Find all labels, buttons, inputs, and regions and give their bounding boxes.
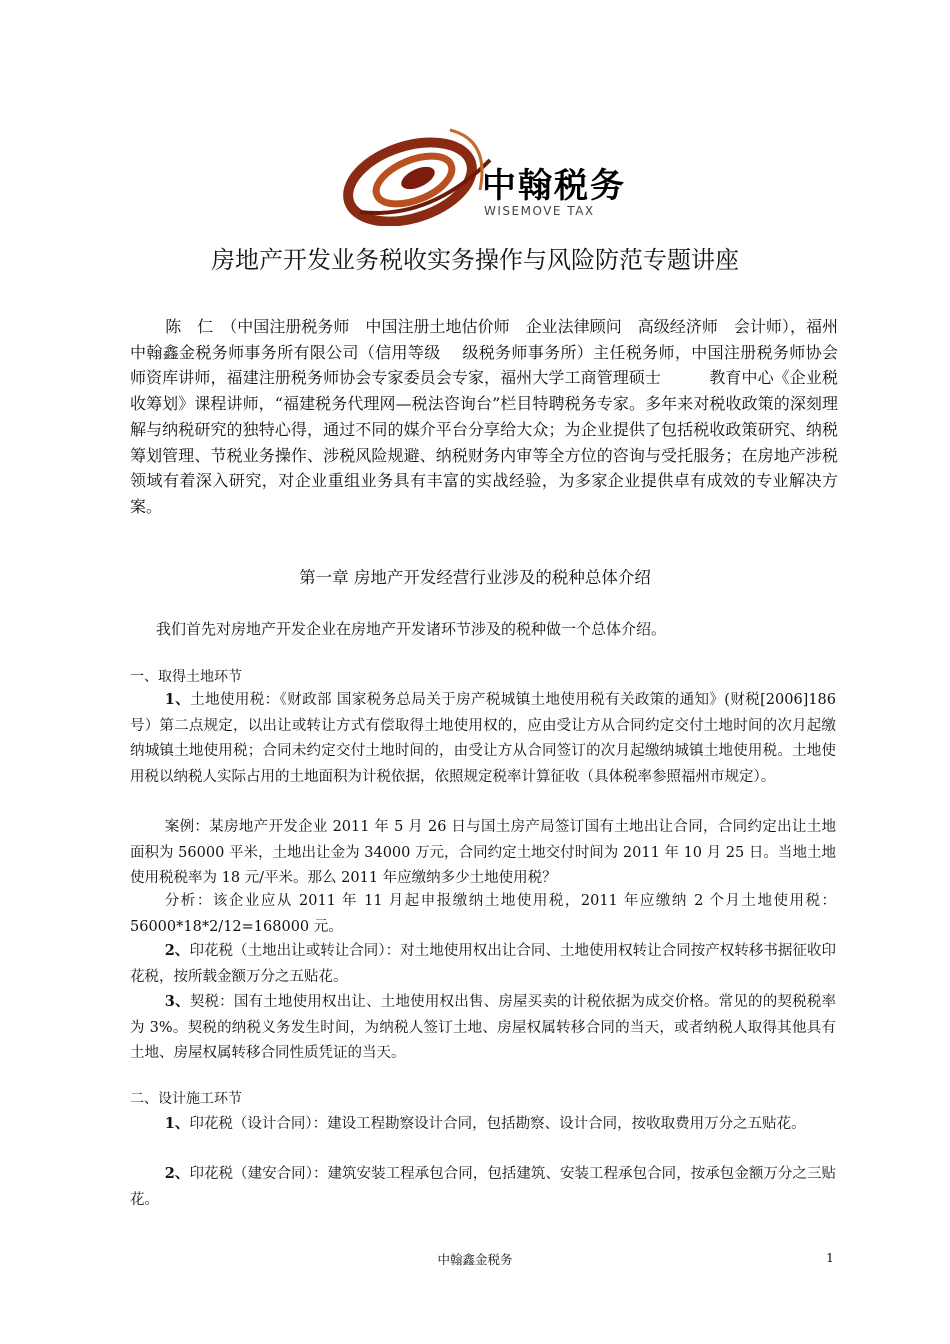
item-number: 1、 <box>164 691 191 708</box>
author-bio: 陈 仁 （中国注册税务师 中国注册土地估价师 企业法律顾问 高级经济师 会计师），福州中翰鑫金税务师事务所有限公司（信用等级 级税务师事务所）主任税务师，中国注册税务师协会师资库讲师，福建注册税务师协会专家委员会专家，福州大学工商管理硕士 教育中心《企业税收筹划》课程讲师，“福建税务代理网—税法咨询台”栏目特聘税务专家。多年来对税收政策的深刻理解与纳税研究的独特心得，通过不同的媒介平台分享给大众；为企业提供了包括税收政策研究、纳税筹划管理、节税业务操作、涉税风险规避、纳税财务内审等全方位的咨询与受托服务；在房地产涉税领域有着深入研究，对企业重组业务具有丰富的实战经验，为多家企业提供卓有成效的专业解决方案。 <box>130 317 838 516</box>
document-title: 房地产开发业务税收实务操作与风险防范专题讲座 <box>211 246 739 274</box>
item-text: 印花税（土地出让或转让合同）：对土地使用权出让合同、土地使用权转让合同按产权转移书据征收印花税，按所载金额万分之五贴花。 <box>130 943 836 985</box>
footer-company: 中翰鑫金税务 <box>437 1252 513 1267</box>
page-number: 1 <box>826 1250 834 1265</box>
stamp-tax-land-paragraph <box>130 938 836 990</box>
item-number: 1、 <box>164 1115 190 1132</box>
item-text: 契税：国有土地使用权出让、土地使用权出售、房屋买卖的计税依据为成交价格。常见的的契税税率为 3%。契税的纳税义务发生时间，为纳税人签订土地、房屋权属转移合同的当天，或者纳税人取得其他具有土地、房屋权属转移合同性质凭证的当天。 <box>130 994 837 1061</box>
item-number: 3、 <box>164 993 190 1010</box>
item-text: 印花税（建安合同）：建筑安装工程承包合同，包括建筑、安装工程承包合同，按承包金额万分之三贴花。 <box>130 1166 836 1208</box>
chapter-heading: 第一章 房地产开发经营行业涉及的税种总体介绍 <box>299 568 651 587</box>
analysis-paragraph: 分析：该企业应从 2011 年 11 月起申报缴纳土地使用税，2011 年应缴纳 2 个月土地使用税：56000*18*2/12=168000 元。 <box>130 893 836 935</box>
logo-english-name: WISEMOVE TAX <box>484 204 595 218</box>
item-text: 土地使用税：《财政部 国家税务总局关于房产税城镇土地使用税有关政策的通知》(财税[2006]186 号）第二点规定，以出让或转让方式有偿取得土地使用权的，应由受让方从合同约定交付土地时间的次月起缴纳城镇土地使用税；合同未约定交付土地时间的，由受让方从合同签订的次月起缴纳城镇土地使用税。土地使用税以纳税人实际占用的土地面积为计税依据，依照规定税率计算征收（具体税率参照福州市规定）。 <box>130 692 836 785</box>
item-number: 2、 <box>164 1165 190 1182</box>
stamp-tax-design-paragraph <box>130 1111 836 1138</box>
deed-tax-paragraph <box>130 989 836 1067</box>
item-number: 2、 <box>164 942 190 959</box>
item-text: 印花税（设计合同）：建设工程勘察设计合同，包括勘察、设计合同，按收取费用万分之五贴花。 <box>189 1116 806 1132</box>
logo-chinese-name: 中翰税务 <box>482 166 626 206</box>
land-use-tax-paragraph <box>130 687 836 790</box>
stamp-tax-construction-paragraph <box>130 1161 836 1213</box>
section-heading-design: 二、设计施工环节 <box>130 1091 242 1107</box>
case-paragraph: 案例：某房地产开发企业 2011 年 5 月 26 日与国土房产局签订国有土地出让合同，合同约定出让土地面积为 56000 平米，土地出让金为 34000 万元，合同约定土地交付时间为 2011 年 10 月 25 日。当地土地使用税税率为 18 元/平米。那么 2011 年应缴纳多少土地使用税？ <box>130 819 836 886</box>
intro-paragraph: 我们首先对房地产开发企业在房地产开发诸环节涉及的税种做一个总体介绍。 <box>156 620 667 638</box>
section-heading-land: 一、取得土地环节 <box>130 669 242 685</box>
